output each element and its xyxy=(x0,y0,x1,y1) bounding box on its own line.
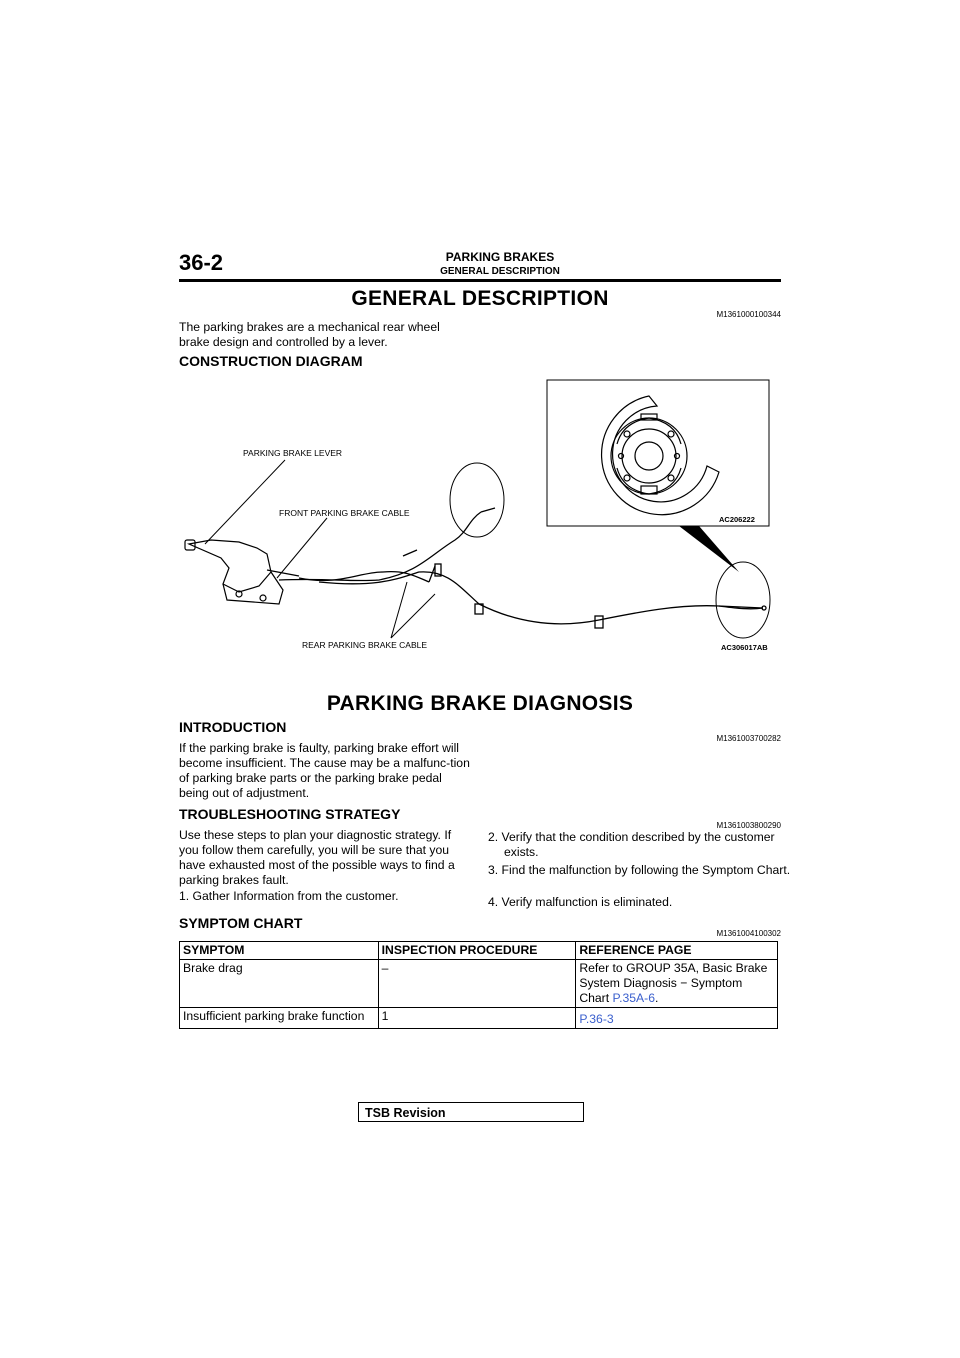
column-header: REFERENCE PAGE xyxy=(576,942,778,960)
reference-link[interactable]: P.35A-6 xyxy=(612,991,655,1005)
troubleshooting-step: 2. Verify that the condition described by the customer exists. xyxy=(488,830,775,859)
table-header-row xyxy=(180,942,778,960)
introduction-heading: INTRODUCTION xyxy=(179,719,287,735)
header-rule xyxy=(179,279,781,282)
general-intro: The parking brakes are a mechanical rear wheel brake design and controlled by a lever. xyxy=(179,320,440,349)
label-parking-brake-lever: PARKING BRAKE LEVER xyxy=(243,448,343,458)
troubleshooting-step: 1. Gather Information from the customer. xyxy=(179,889,399,903)
symptom-cell: Brake drag xyxy=(180,960,379,1008)
reference-link[interactable]: P.36-3 xyxy=(579,1012,614,1026)
figure-code-label: AC306017AB xyxy=(721,643,768,652)
inset-pointer xyxy=(679,526,739,572)
table-row xyxy=(180,960,778,1008)
procedure-cell: 1 xyxy=(378,1008,576,1029)
leader-lines xyxy=(205,460,435,638)
front-cable-drawing xyxy=(279,508,495,581)
callout-circle-rear xyxy=(716,562,770,638)
troubleshooting-step: 3. Find the malfunction by following the Symptom Chart. xyxy=(488,863,791,877)
symptom-cell: Insufficient parking brake function xyxy=(180,1008,379,1029)
label-rear-cable: REAR PARKING BRAKE CABLE xyxy=(302,640,428,650)
column-header: SYMPTOM xyxy=(180,942,379,960)
general-code: M1361000100344 xyxy=(716,310,781,319)
introduction-text: If the parking brake is faulty, parking brake effort will become insufficient. The cause may be a malfunc-tion of parking brake parts or the parking brake pedal being out of adjustment. xyxy=(179,741,470,800)
rear-cable-drawing xyxy=(299,564,766,628)
page-number: 36-2 xyxy=(179,250,224,275)
reference-cell xyxy=(576,960,778,1008)
general-description-title: GENERAL DESCRIPTION xyxy=(351,287,609,310)
procedure-cell: – xyxy=(378,960,576,1008)
header-title: PARKING BRAKES xyxy=(445,250,555,264)
troubleshooting-step: 4. Verify malfunction is eliminated. xyxy=(488,895,673,909)
column-header: INSPECTION PROCEDURE xyxy=(378,942,576,960)
symptom-table xyxy=(179,941,778,1029)
tsb-revision-box: TSB Revision xyxy=(358,1102,584,1122)
inset-frame xyxy=(547,380,769,526)
header-subtitle: GENERAL DESCRIPTION xyxy=(440,266,560,277)
symptom-chart-code: M1361004100302 xyxy=(716,929,781,938)
table-row xyxy=(180,1008,778,1029)
introduction-code: M1361003700282 xyxy=(716,734,781,743)
symptom-chart-heading: SYMPTOM CHART xyxy=(179,915,303,931)
inset-code-label: AC206222 xyxy=(719,515,755,524)
troubleshooting-text: Use these steps to plan your diagnostic strategy. If you follow them carefully, you will be sure that you have exhausted most of the possible ways to find a parking brakes fault. xyxy=(179,828,455,887)
diagnosis-title: PARKING BRAKE DIAGNOSIS xyxy=(326,692,634,715)
construction-diagram xyxy=(179,372,781,660)
troubleshooting-code: M1361003800290 xyxy=(716,821,781,830)
reference-cell xyxy=(576,1008,778,1029)
callout-circle-front xyxy=(450,463,504,537)
label-front-cable: FRONT PARKING BRAKE CABLE xyxy=(279,508,410,518)
construction-heading: CONSTRUCTION DIAGRAM xyxy=(179,353,363,369)
reference-text: Refer to GROUP 35A, Basic Brake System Diagnosis − Symptom Chart xyxy=(579,961,768,1005)
reference-suffix: . xyxy=(655,991,659,1005)
troubleshooting-heading: TROUBLESHOOTING STRATEGY xyxy=(179,806,401,822)
